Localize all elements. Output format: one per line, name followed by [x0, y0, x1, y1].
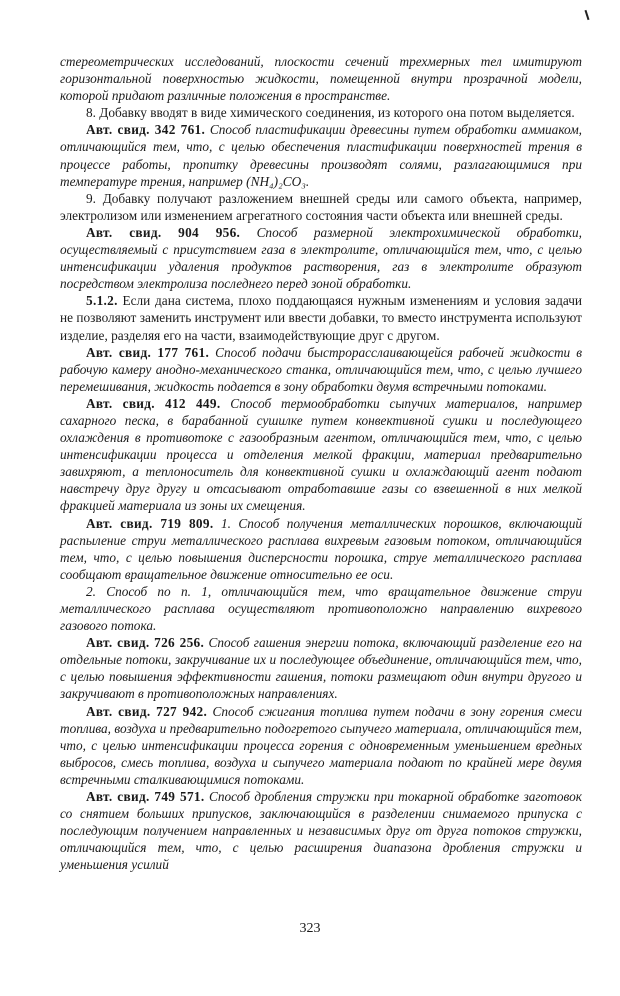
paragraph	[60, 634, 582, 702]
paragraph-text: Способ термообработки сыпучих материалов, например сахарного песка, в барабанной сушилке путем конвективной сушки и последующего охлаждения в противотоке с газообразным агентом, отличающийся тем, что, с целью интенсификации процесса и отделения мелкой фракции, материал предварительно завихряют, а теплоноситель для конвективной сушки и охлаждающий агент подают навстречу друг другу и отсасывают отработавшие газы со взвешенной в них мелкой фракцией материала из зоны их смещения.	[60, 395, 582, 514]
paragraph-text: 1. Способ получения металлических порошков, включающий распыление струи металлического расплава вихревым газовым потоком, отличающийся тем, что, с целью повышения дисперсности порошка, струе металлического расплава сообщают вращательное движение относительно ее оси.	[60, 515, 583, 582]
paragraph	[60, 224, 582, 292]
reference-label: Авт. свид. 342 761.	[86, 122, 206, 138]
paragraph	[60, 121, 582, 189]
paragraph-text: 8. Добавку вводят в виде химического соединения, из которого она потом выделяется.	[86, 105, 575, 121]
paragraph-text: Способ пластификации древесины путем обработки аммиаком, отличающийся тем, что, с целью обеспечения пластификации поверхностей трения в процессе работы, пропитку древесины производят солями, разлагающимися при температуре трения, например (NH₄)₂CO₃.	[60, 122, 583, 189]
page-number: 323	[299, 921, 321, 936]
paragraph	[60, 292, 582, 343]
paragraph	[60, 703, 582, 788]
paragraph	[60, 53, 582, 104]
reference-label: Авт. свид. 727 942.	[86, 703, 208, 719]
paragraph	[60, 395, 582, 515]
paragraph-text: Способ гашения энергии потока, включающий разделение его на отдельные потоки, закручивание их и последующее объединение, отличающийся тем, что, с целью повышения эффективности гашения, потоки размещают один внутри другого и закручивают в противоположных направлениях.	[60, 635, 582, 702]
reference-label: Авт. свид. 749 571.	[86, 789, 205, 805]
paragraph	[60, 788, 582, 873]
paragraph	[60, 515, 582, 583]
paragraph-text: Способ сжигания топлива путем подачи в зону горения смеси топлива, воздуха и предварительно подогретого сыпучего материала, отличающийся тем, что, с целью интенсификации процесса горения с одновременным уменьшением вредных выбросов, смесь топлива, воздуха и сыпучего материала подают по крайней мере двумя встречными сталкивающимися потоками.	[60, 703, 582, 787]
reference-label: Авт. свид. 904 956.	[86, 224, 241, 240]
paragraph-text: Если дана система, плохо поддающаяся нужным изменениям и условия задачи не позволяют заменить инструмент или ввести добавки, то вместо инструмента используют изделие, разделяя его на части, взаимодействующие друг с другом.	[60, 293, 583, 343]
reference-label: 5.1.2.	[86, 293, 118, 309]
paragraph-text: Способ подачи быстрорасслаивающейся рабочей жидкости в рабочую камеру анодно-механического станка, отличающийся тем, что, с целью лучшего перемешивания, жидкость подается в зону обработки двумя встречными потоками.	[60, 344, 582, 394]
paragraph	[60, 583, 582, 634]
reference-label: Авт. свид. 412 449.	[86, 395, 221, 411]
paragraph-text: Способ дробления стружки при токарной обработке заготовок со снятием больших припусков, заключающийся в разделении снимаемого припуска с последующим получением направленных и независимых друг от друга потоков стружки, отличающийся тем, что, с целью расширения диапазона дробления стружки и уменьшения усилий	[60, 789, 582, 873]
reference-label: Авт. свид. 719 809.	[86, 515, 214, 531]
paragraph	[60, 190, 582, 224]
paragraph	[60, 344, 582, 395]
reference-label: Авт. свид. 726 256.	[86, 635, 205, 651]
corner-mark	[585, 10, 590, 20]
paragraph-text: Способ размерной электрохимической обработки, осуществляемый с присутствием газа в электролите, отличающийся тем, что, с целью интенсификации удаления продуктов растворения, газ в электролите образуют посредством электролиза последнего перед зоной обработки.	[60, 224, 583, 292]
paragraph-text: стереометрических исследований, плоскости сечений трехмерных тел имитируют горизонтальной поверхностью жидкости, помещенной внутри прозрачной модели, которой придают различные положения в пространстве.	[60, 54, 582, 104]
paragraph	[60, 104, 582, 121]
paragraph-text: 2. Способ по п. 1, отличающийся тем, что вращательное движение струи металлического расплава осуществляют противоположно направлению вихревого газового потока.	[60, 583, 582, 634]
reference-label: Авт. свид. 177 761.	[86, 344, 210, 360]
text-body	[60, 53, 582, 874]
paragraph-text: 9. Добавку получают разложением внешней среды или самого объекта, например, электролизом или изменением агрегатного состояния части объекта или внешней среды.	[60, 190, 582, 223]
